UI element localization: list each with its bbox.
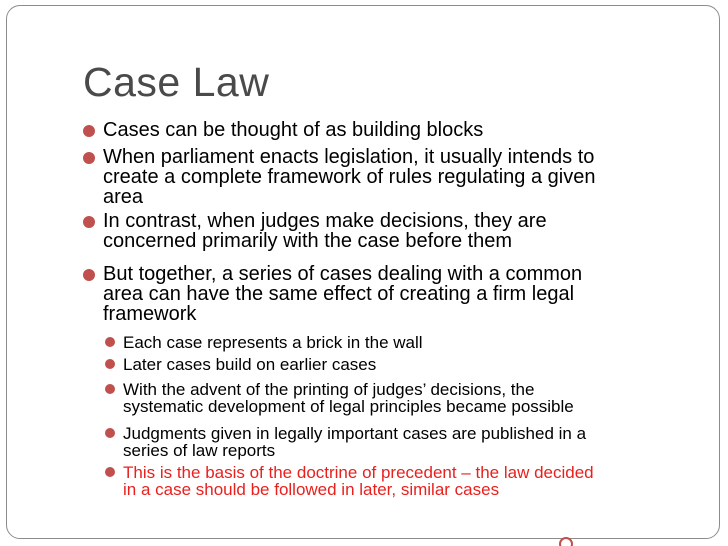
sub-bullet-text: Later cases build on earlier cases xyxy=(123,355,377,374)
bullet-dot-icon xyxy=(83,152,95,164)
bullet-text: But together, a series of cases dealing with a common area can have the same effect of creating a firm legal framework xyxy=(103,263,583,325)
sub-bullet-text: With the advent of the printing of judges’ decisions, the systematic development of legal principles became possible xyxy=(123,380,574,416)
bullet-dot-icon xyxy=(105,359,115,369)
bullet-text: Cases can be thought of as building blocks xyxy=(103,119,484,141)
sub-bullet-text: This is the basis of the doctrine of precedent – the law decided in a case should be followed in later, similar cases xyxy=(123,463,594,499)
bullet-dot-icon xyxy=(83,216,95,228)
bullet-dot-icon xyxy=(105,384,115,394)
circle-ornament-icon xyxy=(558,537,574,546)
sub-bullet-text: Judgments given in legally important cases are published in a series of law reports xyxy=(123,424,587,460)
slide-title: Case Law xyxy=(83,59,270,105)
bullet-text: When parliament enacts legislation, it usually intends to create a complete framework of rules regulating a given area xyxy=(103,146,596,208)
sub-bullet-text: Each case represents a brick in the wall xyxy=(123,333,423,352)
bullet-text: In contrast, when judges make decisions, they are concerned primarily with the case before them xyxy=(103,210,547,252)
bullet-dot-icon xyxy=(83,125,95,137)
bullet-dot-icon xyxy=(105,467,115,477)
bullet-dot-icon xyxy=(105,337,115,347)
bullet-dot-icon xyxy=(105,428,115,438)
bullet-dot-icon xyxy=(83,269,95,281)
